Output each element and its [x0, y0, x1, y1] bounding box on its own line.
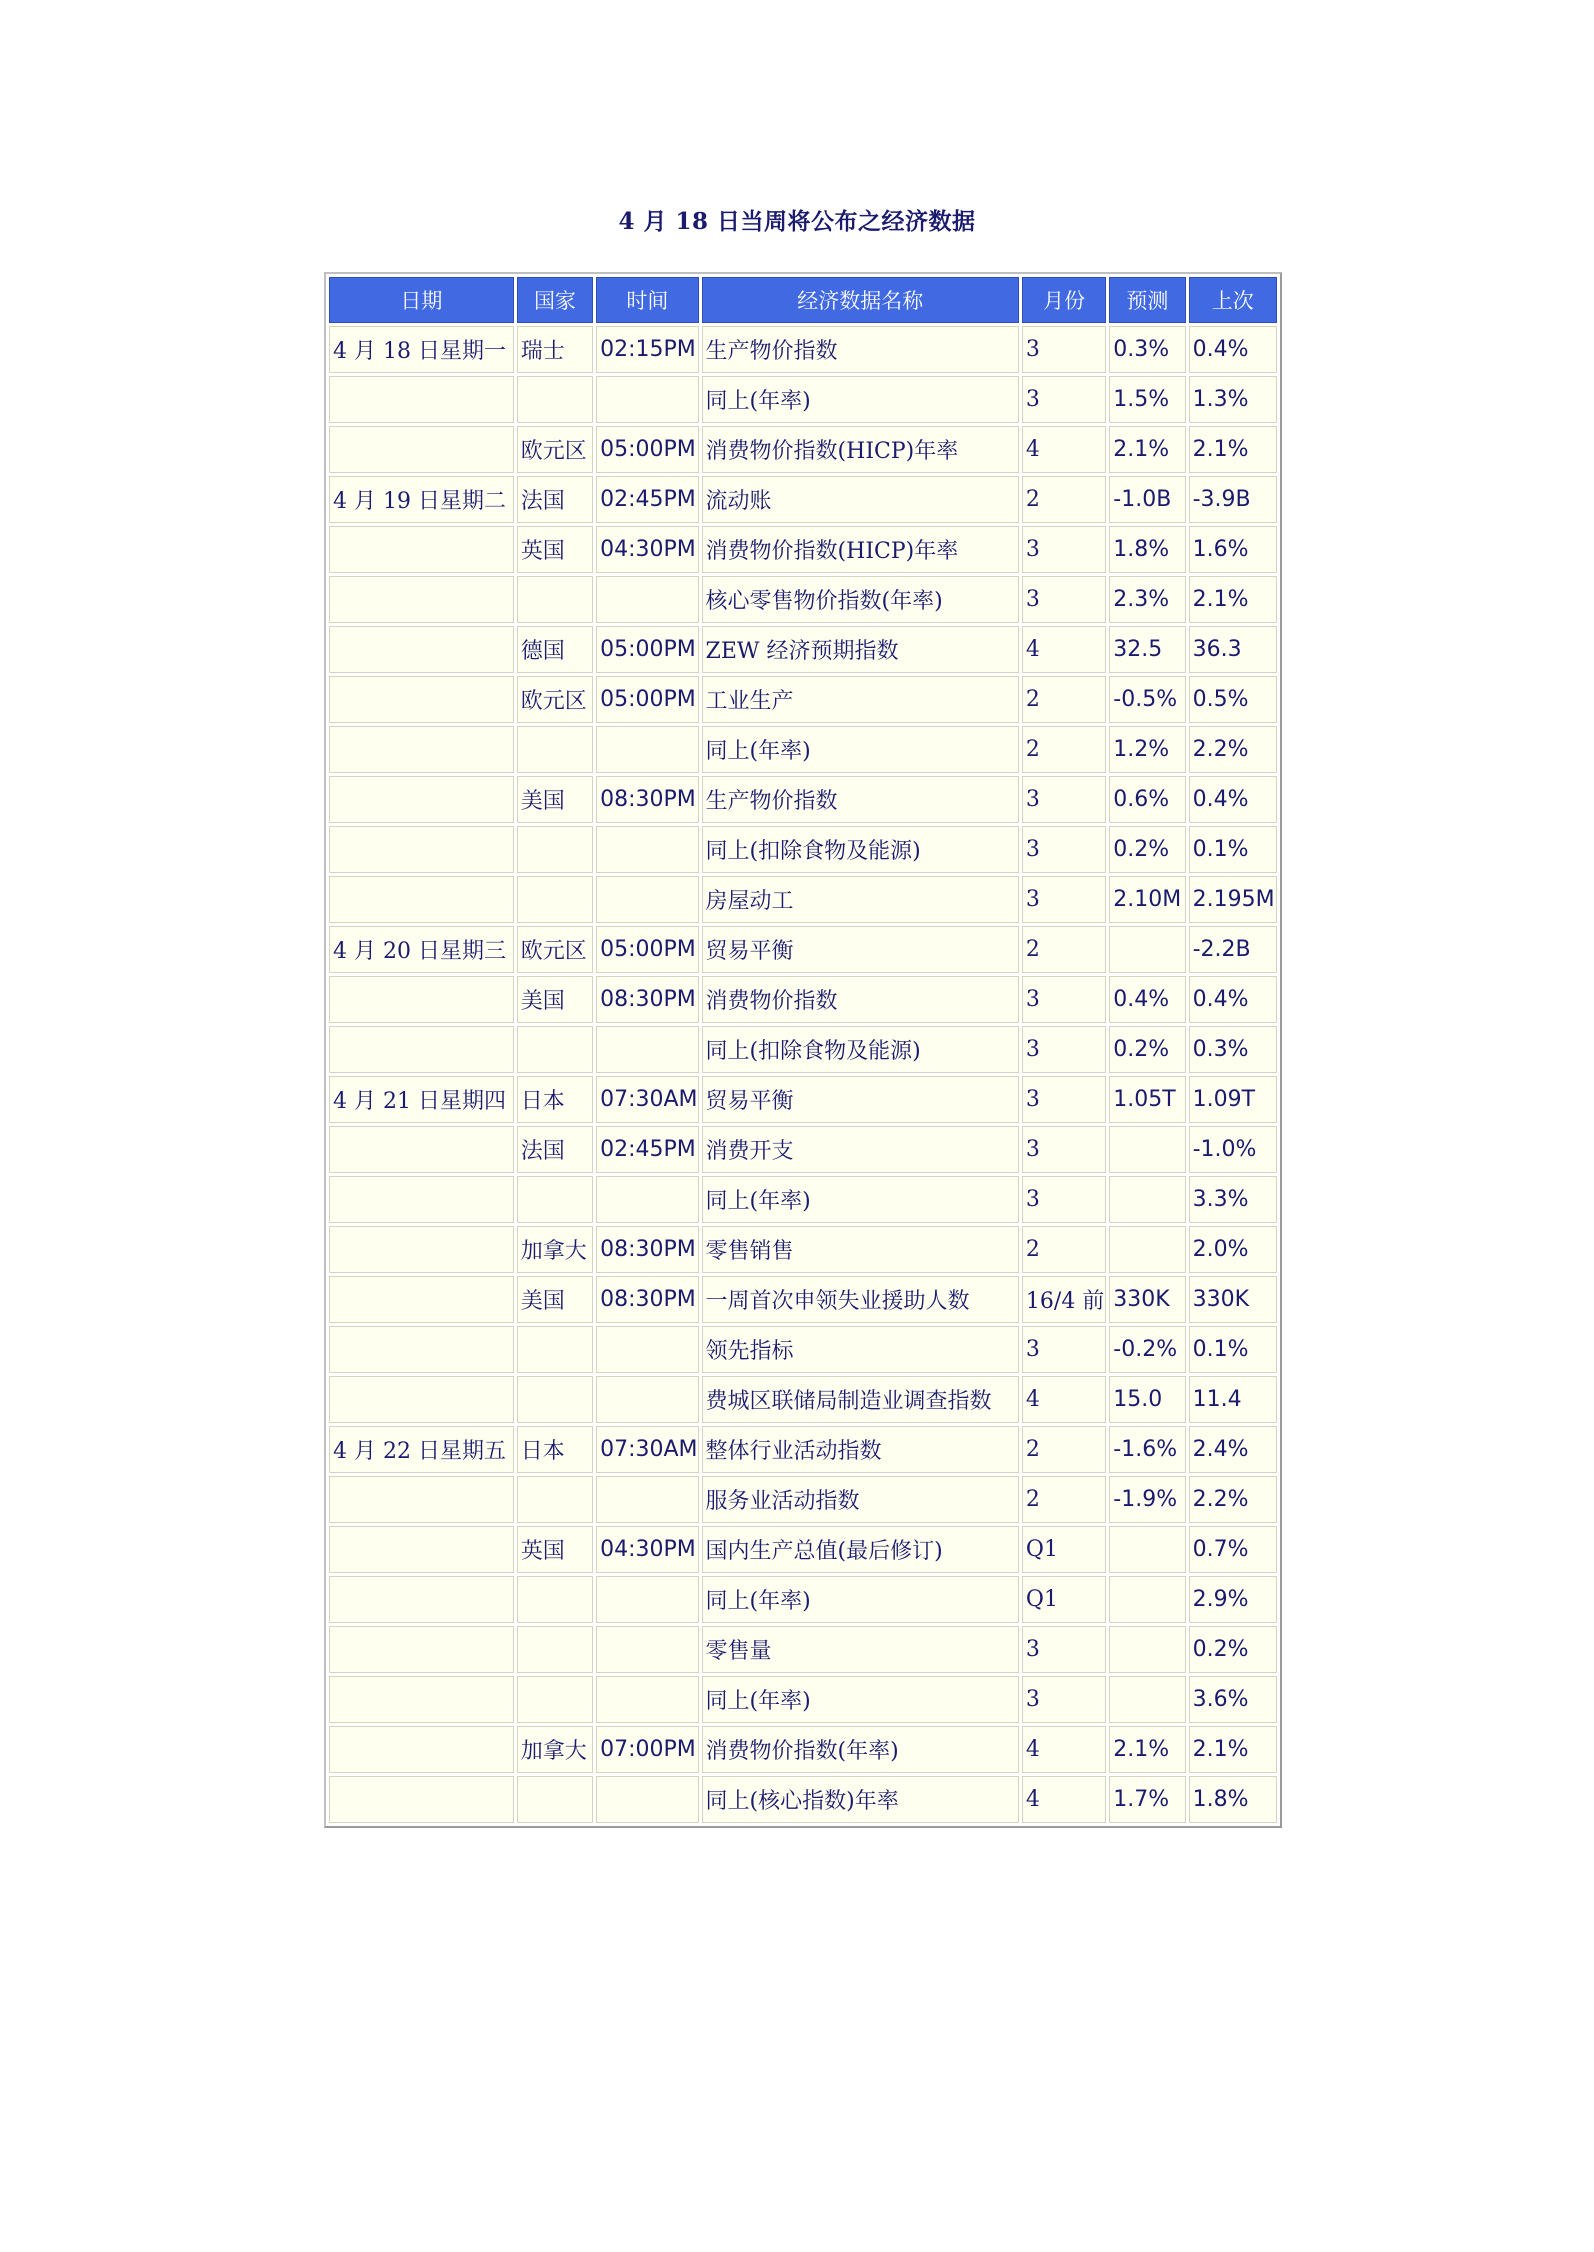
cell-country — [517, 376, 593, 423]
cell-date: 4 月 22 日星期五 — [329, 1426, 514, 1473]
cell-month: 3 — [1022, 1076, 1106, 1123]
cell-month: 3 — [1022, 326, 1106, 373]
cell-indicator-name: 同上(年率) — [702, 376, 1019, 423]
cell-country — [517, 1626, 593, 1673]
cell-time: 04:30PM — [596, 526, 698, 573]
cell-month: 3 — [1022, 1176, 1106, 1223]
cell-date — [329, 1776, 514, 1823]
table-row — [329, 1426, 1277, 1473]
cell-forecast: 2.1% — [1109, 426, 1185, 473]
cell-forecast: 0.2% — [1109, 826, 1185, 873]
cell-country — [517, 876, 593, 923]
table-row — [329, 1626, 1277, 1673]
table-row — [329, 676, 1277, 723]
cell-forecast: 1.7% — [1109, 1776, 1185, 1823]
cell-month: 4 — [1022, 1726, 1106, 1773]
cell-country: 瑞士 — [517, 326, 593, 373]
cell-indicator-name: 一周首次申领失业援助人数 — [702, 1276, 1019, 1323]
cell-indicator-name: 消费开支 — [702, 1126, 1019, 1173]
cell-forecast: 330K — [1109, 1276, 1185, 1323]
cell-country — [517, 1176, 593, 1223]
cell-date — [329, 1626, 514, 1673]
cell-indicator-name: 生产物价指数 — [702, 776, 1019, 823]
economic-calendar-table — [326, 274, 1280, 1826]
cell-previous: 2.9% — [1189, 1576, 1277, 1623]
cell-country — [517, 1376, 593, 1423]
cell-country: 德国 — [517, 626, 593, 673]
cell-previous: 0.4% — [1189, 976, 1277, 1023]
cell-previous: 1.6% — [1189, 526, 1277, 573]
cell-country — [517, 826, 593, 873]
table-header-row — [329, 277, 1277, 323]
cell-time: 08:30PM — [596, 776, 698, 823]
cell-forecast — [1109, 1676, 1185, 1723]
cell-forecast: 1.05T — [1109, 1076, 1185, 1123]
cell-previous: 2.195M — [1189, 876, 1277, 923]
cell-indicator-name: 贸易平衡 — [702, 1076, 1019, 1123]
cell-forecast: -0.5% — [1109, 676, 1185, 723]
cell-time: 02:45PM — [596, 1126, 698, 1173]
cell-month: 4 — [1022, 1376, 1106, 1423]
cell-indicator-name: 消费物价指数(HICP)年率 — [702, 426, 1019, 473]
economic-calendar — [324, 272, 1282, 1828]
cell-indicator-name: 贸易平衡 — [702, 926, 1019, 973]
cell-previous: 0.4% — [1189, 326, 1277, 373]
cell-country — [517, 1676, 593, 1723]
cell-month: 4 — [1022, 1776, 1106, 1823]
cell-forecast — [1109, 1176, 1185, 1223]
cell-date — [329, 1326, 514, 1373]
cell-month: 3 — [1022, 826, 1106, 873]
cell-forecast — [1109, 1526, 1185, 1573]
cell-previous: 11.4 — [1189, 1376, 1277, 1423]
cell-indicator-name: 同上(年率) — [702, 1576, 1019, 1623]
cell-date — [329, 526, 514, 573]
cell-previous: 0.1% — [1189, 1326, 1277, 1373]
cell-month: 4 — [1022, 626, 1106, 673]
cell-month: 3 — [1022, 576, 1106, 623]
table-row — [329, 976, 1277, 1023]
table-row — [329, 1776, 1277, 1823]
cell-previous: 0.7% — [1189, 1526, 1277, 1573]
cell-forecast — [1109, 1226, 1185, 1273]
cell-time: 08:30PM — [596, 1276, 698, 1323]
cell-date: 4 月 18 日星期一 — [329, 326, 514, 373]
table-row — [329, 476, 1277, 523]
column-header-date: 日期 — [329, 277, 514, 323]
cell-month: 3 — [1022, 1626, 1106, 1673]
cell-date — [329, 376, 514, 423]
cell-country — [517, 1776, 593, 1823]
cell-indicator-name: 同上(扣除食物及能源) — [702, 826, 1019, 873]
cell-indicator-name: 核心零售物价指数(年率) — [702, 576, 1019, 623]
cell-forecast: -1.6% — [1109, 1426, 1185, 1473]
cell-forecast: -1.9% — [1109, 1476, 1185, 1523]
cell-date — [329, 626, 514, 673]
cell-indicator-name: 同上(扣除食物及能源) — [702, 1026, 1019, 1073]
cell-forecast — [1109, 1626, 1185, 1673]
table-row — [329, 1326, 1277, 1373]
cell-country — [517, 576, 593, 623]
table-row — [329, 326, 1277, 373]
cell-date — [329, 776, 514, 823]
cell-country: 日本 — [517, 1426, 593, 1473]
cell-month: 2 — [1022, 476, 1106, 523]
cell-previous: -3.9B — [1189, 476, 1277, 523]
table-row — [329, 1576, 1277, 1623]
cell-date — [329, 976, 514, 1023]
cell-month: Q1 — [1022, 1526, 1106, 1573]
column-header-previous: 上次 — [1189, 277, 1277, 323]
cell-time: 07:30AM — [596, 1076, 698, 1123]
table-row — [329, 376, 1277, 423]
table-row — [329, 1476, 1277, 1523]
cell-forecast: 32.5 — [1109, 626, 1185, 673]
cell-time — [596, 1576, 698, 1623]
cell-forecast: 0.2% — [1109, 1026, 1185, 1073]
table-row — [329, 1226, 1277, 1273]
cell-month: 16/4 前 — [1022, 1276, 1106, 1323]
cell-date — [329, 1376, 514, 1423]
cell-date — [329, 1726, 514, 1773]
page-title: 4 月 18 日当周将公布之经济数据 — [618, 208, 976, 235]
cell-indicator-name: 工业生产 — [702, 676, 1019, 723]
table-row — [329, 1176, 1277, 1223]
cell-time — [596, 576, 698, 623]
cell-indicator-name: 消费物价指数(HICP)年率 — [702, 526, 1019, 573]
cell-previous: 0.3% — [1189, 1026, 1277, 1073]
cell-country — [517, 726, 593, 773]
cell-country: 欧元区 — [517, 426, 593, 473]
cell-previous: 1.3% — [1189, 376, 1277, 423]
table-row — [329, 1676, 1277, 1723]
cell-forecast: 2.1% — [1109, 1726, 1185, 1773]
cell-previous: 2.1% — [1189, 426, 1277, 473]
cell-time: 08:30PM — [596, 1226, 698, 1273]
cell-month: 2 — [1022, 1476, 1106, 1523]
cell-month: 3 — [1022, 1026, 1106, 1073]
cell-previous: 3.3% — [1189, 1176, 1277, 1223]
cell-previous: 3.6% — [1189, 1676, 1277, 1723]
table-row — [329, 626, 1277, 673]
cell-date — [329, 1476, 514, 1523]
cell-indicator-name: 流动账 — [702, 476, 1019, 523]
cell-forecast: 1.8% — [1109, 526, 1185, 573]
cell-forecast: 15.0 — [1109, 1376, 1185, 1423]
cell-time: 05:00PM — [596, 926, 698, 973]
table-row — [329, 1076, 1277, 1123]
table-row — [329, 1126, 1277, 1173]
cell-date — [329, 876, 514, 923]
cell-previous: 36.3 — [1189, 626, 1277, 673]
cell-time — [596, 1176, 698, 1223]
cell-date — [329, 1526, 514, 1573]
cell-forecast: 0.3% — [1109, 326, 1185, 373]
cell-date — [329, 1176, 514, 1223]
table-body — [329, 326, 1277, 1823]
cell-time: 05:00PM — [596, 676, 698, 723]
cell-indicator-name: 零售销售 — [702, 1226, 1019, 1273]
cell-month: 3 — [1022, 1126, 1106, 1173]
cell-time — [596, 1626, 698, 1673]
cell-indicator-name: 整体行业活动指数 — [702, 1426, 1019, 1473]
cell-month: 2 — [1022, 1426, 1106, 1473]
column-header-indicator: 经济数据名称 — [702, 277, 1019, 323]
cell-date — [329, 726, 514, 773]
column-header-country: 国家 — [517, 277, 593, 323]
cell-indicator-name: 零售量 — [702, 1626, 1019, 1673]
cell-indicator-name: 生产物价指数 — [702, 326, 1019, 373]
cell-date — [329, 576, 514, 623]
table-row — [329, 826, 1277, 873]
cell-previous: 0.1% — [1189, 826, 1277, 873]
cell-country: 法国 — [517, 1126, 593, 1173]
table-row — [329, 526, 1277, 573]
cell-country: 美国 — [517, 1276, 593, 1323]
cell-country: 日本 — [517, 1076, 593, 1123]
cell-previous: 1.09T — [1189, 1076, 1277, 1123]
cell-date — [329, 1576, 514, 1623]
cell-previous: 1.8% — [1189, 1776, 1277, 1823]
cell-date: 4 月 19 日星期二 — [329, 476, 514, 523]
column-header-forecast: 预测 — [1109, 277, 1185, 323]
cell-country: 欧元区 — [517, 676, 593, 723]
table-row — [329, 1376, 1277, 1423]
cell-indicator-name: 房屋动工 — [702, 876, 1019, 923]
cell-country: 欧元区 — [517, 926, 593, 973]
table-row — [329, 1276, 1277, 1323]
cell-country — [517, 1476, 593, 1523]
cell-forecast: 0.6% — [1109, 776, 1185, 823]
cell-time — [596, 376, 698, 423]
table-row — [329, 876, 1277, 923]
cell-month: 3 — [1022, 876, 1106, 923]
cell-previous: 2.1% — [1189, 1726, 1277, 1773]
table-row — [329, 1526, 1277, 1573]
cell-previous: 2.4% — [1189, 1426, 1277, 1473]
cell-forecast: 2.10M — [1109, 876, 1185, 923]
cell-time: 02:15PM — [596, 326, 698, 373]
cell-date: 4 月 21 日星期四 — [329, 1076, 514, 1123]
cell-country: 加拿大 — [517, 1726, 593, 1773]
cell-forecast — [1109, 1576, 1185, 1623]
cell-month: 3 — [1022, 376, 1106, 423]
cell-indicator-name: 同上(年率) — [702, 1676, 1019, 1723]
table-row — [329, 1726, 1277, 1773]
cell-country: 加拿大 — [517, 1226, 593, 1273]
cell-country: 英国 — [517, 526, 593, 573]
cell-indicator-name: 国内生产总值(最后修订) — [702, 1526, 1019, 1573]
cell-indicator-name: 同上(核心指数)年率 — [702, 1776, 1019, 1823]
cell-country: 英国 — [517, 1526, 593, 1573]
cell-forecast — [1109, 1126, 1185, 1173]
cell-month: 4 — [1022, 426, 1106, 473]
cell-previous: 0.5% — [1189, 676, 1277, 723]
cell-forecast: 1.5% — [1109, 376, 1185, 423]
cell-previous: 2.2% — [1189, 726, 1277, 773]
cell-country: 美国 — [517, 976, 593, 1023]
cell-indicator-name: 领先指标 — [702, 1326, 1019, 1373]
cell-forecast: 0.4% — [1109, 976, 1185, 1023]
table-row — [329, 776, 1277, 823]
cell-month: 3 — [1022, 776, 1106, 823]
cell-country — [517, 1326, 593, 1373]
cell-indicator-name: 费城区联储局制造业调查指数 — [702, 1376, 1019, 1423]
cell-forecast: 1.2% — [1109, 726, 1185, 773]
cell-indicator-name: 消费物价指数 — [702, 976, 1019, 1023]
cell-forecast: -0.2% — [1109, 1326, 1185, 1373]
cell-forecast — [1109, 926, 1185, 973]
cell-time: 05:00PM — [596, 626, 698, 673]
cell-month: 3 — [1022, 976, 1106, 1023]
cell-time: 05:00PM — [596, 426, 698, 473]
cell-time: 07:00PM — [596, 1726, 698, 1773]
cell-time — [596, 1776, 698, 1823]
cell-previous: 2.2% — [1189, 1476, 1277, 1523]
cell-indicator-name: 同上(年率) — [702, 726, 1019, 773]
cell-date — [329, 1126, 514, 1173]
cell-month: 2 — [1022, 726, 1106, 773]
cell-time — [596, 826, 698, 873]
cell-indicator-name: 同上(年率) — [702, 1176, 1019, 1223]
cell-time — [596, 1026, 698, 1073]
cell-forecast: 2.3% — [1109, 576, 1185, 623]
cell-previous: -2.2B — [1189, 926, 1277, 973]
cell-indicator-name: ZEW 经济预期指数 — [702, 626, 1019, 673]
cell-date — [329, 1676, 514, 1723]
cell-date — [329, 1226, 514, 1273]
cell-time — [596, 1376, 698, 1423]
cell-country — [517, 1026, 593, 1073]
cell-date — [329, 1276, 514, 1323]
cell-country — [517, 1576, 593, 1623]
table-row — [329, 1026, 1277, 1073]
cell-month: 3 — [1022, 526, 1106, 573]
cell-date — [329, 826, 514, 873]
cell-month: 2 — [1022, 1226, 1106, 1273]
column-header-time: 时间 — [596, 277, 698, 323]
cell-previous: -1.0% — [1189, 1126, 1277, 1173]
cell-indicator-name: 消费物价指数(年率) — [702, 1726, 1019, 1773]
cell-month: 3 — [1022, 1676, 1106, 1723]
cell-time: 02:45PM — [596, 476, 698, 523]
cell-time — [596, 726, 698, 773]
cell-month: Q1 — [1022, 1576, 1106, 1623]
cell-time — [596, 1476, 698, 1523]
cell-time — [596, 876, 698, 923]
column-header-month: 月份 — [1022, 277, 1106, 323]
cell-month: 3 — [1022, 1326, 1106, 1373]
cell-time — [596, 1326, 698, 1373]
cell-previous: 2.0% — [1189, 1226, 1277, 1273]
cell-indicator-name: 服务业活动指数 — [702, 1476, 1019, 1523]
table-row — [329, 426, 1277, 473]
cell-month: 2 — [1022, 676, 1106, 723]
cell-forecast: -1.0B — [1109, 476, 1185, 523]
cell-month: 2 — [1022, 926, 1106, 973]
cell-country: 法国 — [517, 476, 593, 523]
cell-date — [329, 426, 514, 473]
cell-date — [329, 1026, 514, 1073]
cell-country: 美国 — [517, 776, 593, 823]
cell-previous: 0.2% — [1189, 1626, 1277, 1673]
table-row — [329, 726, 1277, 773]
table-row — [329, 926, 1277, 973]
cell-previous: 2.1% — [1189, 576, 1277, 623]
table-row — [329, 576, 1277, 623]
cell-previous: 330K — [1189, 1276, 1277, 1323]
cell-time — [596, 1676, 698, 1723]
cell-previous: 0.4% — [1189, 776, 1277, 823]
cell-time: 04:30PM — [596, 1526, 698, 1573]
cell-date — [329, 676, 514, 723]
cell-date: 4 月 20 日星期三 — [329, 926, 514, 973]
cell-time: 08:30PM — [596, 976, 698, 1023]
cell-time: 07:30AM — [596, 1426, 698, 1473]
